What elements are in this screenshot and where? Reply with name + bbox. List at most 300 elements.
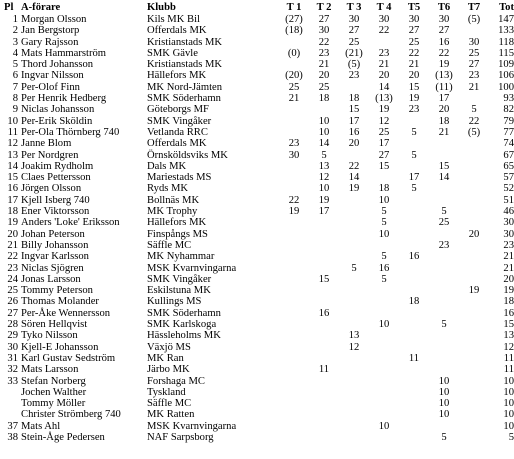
club-name-cell: NAF Sarpsborg <box>147 431 214 443</box>
t4-points-cell <box>369 296 399 307</box>
club-name-cell: MSK Kvarnvingarna <box>147 262 237 274</box>
t1-points-cell: (27) <box>285 14 303 25</box>
driver-name-cell: Gary Rajsson <box>21 36 79 48</box>
position-cell: 6 <box>12 70 18 82</box>
total-points-cell: 67 <box>503 149 514 161</box>
t3-points-cell <box>339 240 369 251</box>
driver-name-cell: Mats Larsson <box>21 364 79 376</box>
t4-points-cell <box>369 37 399 48</box>
club-name-cell: Kils MK Bil <box>147 14 200 25</box>
t7-points-cell <box>459 387 489 398</box>
t3-points-cell: 30 <box>348 14 360 25</box>
t3-points-cell: 20 <box>348 138 360 150</box>
t7-points-cell <box>459 364 489 375</box>
t5-points-cell <box>399 376 429 387</box>
t4-points-cell <box>369 285 399 296</box>
total-points-cell: 20 <box>503 273 514 285</box>
t7-points-cell <box>459 330 489 341</box>
table-row <box>4 387 514 398</box>
position-cell: 32 <box>7 364 18 376</box>
driver-name-cell: Claes Pettersson <box>21 172 91 184</box>
t5-points-cell: 19 <box>408 93 420 105</box>
t7-points-cell: 22 <box>468 115 480 127</box>
table-row <box>4 432 514 443</box>
driver-name-cell: Per Nordgren <box>21 149 79 161</box>
table-row <box>4 274 514 285</box>
table-row <box>4 25 514 36</box>
t5-points-cell: 21 <box>408 59 420 71</box>
t4-points-cell <box>369 342 399 353</box>
t6-points-cell <box>429 263 459 274</box>
club-name-cell: Örnsköldsviks MK <box>147 149 228 161</box>
t1-points-cell <box>279 274 309 285</box>
t1-points-cell <box>279 161 309 172</box>
header-t2: T 2 <box>316 2 332 14</box>
t3-points-cell <box>339 150 369 161</box>
t3-points-cell: 15 <box>348 104 360 116</box>
t6-points-cell <box>429 138 459 149</box>
t3-points-cell: 27 <box>348 25 360 37</box>
total-points-cell: 115 <box>498 47 514 59</box>
t6-points-cell: 21 <box>438 126 450 138</box>
t1-points-cell <box>279 421 309 432</box>
t2-points-cell <box>309 432 339 443</box>
position-cell: 37 <box>7 420 18 432</box>
t7-points-cell <box>459 308 489 319</box>
t3-points-cell <box>339 364 369 375</box>
t6-points-cell: (11) <box>435 81 453 93</box>
t3-points-cell: 25 <box>348 36 360 48</box>
club-name-cell: Offerdals MK <box>147 25 207 37</box>
t7-points-cell <box>459 183 489 194</box>
t5-points-cell: 30 <box>408 14 420 25</box>
t4-points-cell: 15 <box>378 160 390 172</box>
t1-points-cell <box>279 319 309 330</box>
t1-points-cell <box>279 217 309 228</box>
position-cell: 23 <box>7 262 18 274</box>
club-name-cell: Kristianstads MK <box>147 36 223 48</box>
t6-points-cell <box>429 229 459 240</box>
t1-points-cell: 25 <box>288 81 300 93</box>
t2-points-cell: 13 <box>318 160 330 172</box>
t4-points-cell <box>369 432 399 443</box>
club-name-cell: MK Nyhammar <box>147 251 215 263</box>
t3-points-cell: 17 <box>348 115 360 127</box>
t3-points-cell <box>339 432 369 443</box>
t7-points-cell: (5) <box>467 14 481 25</box>
t4-points-cell: 22 <box>378 25 390 37</box>
position-cell: 21 <box>7 239 18 251</box>
driver-name-cell: Kjell-E Johansson <box>21 341 99 353</box>
t2-points-cell: 19 <box>318 194 330 206</box>
t4-points-cell <box>369 398 399 409</box>
total-points-cell: 19 <box>503 285 514 297</box>
t5-points-cell: 16 <box>408 251 420 263</box>
t6-points-cell <box>429 195 459 206</box>
t6-points-cell <box>429 285 459 296</box>
t6-points-cell: 10 <box>438 398 450 410</box>
t4-points-cell: 21 <box>378 59 390 71</box>
t5-points-cell: 20 <box>408 70 420 82</box>
table-row <box>4 330 514 341</box>
t6-points-cell: 27 <box>438 25 450 37</box>
club-name-cell: Kullings MS <box>147 296 202 308</box>
t1-points-cell <box>279 308 309 319</box>
position-cell: 19 <box>7 217 18 229</box>
total-points-cell: 30 <box>503 228 514 240</box>
total-points-cell: 30 <box>503 217 514 229</box>
driver-name-cell: Jörgen Olsson <box>21 183 82 195</box>
t7-points-cell <box>459 296 489 307</box>
total-points-cell: 10 <box>503 398 514 410</box>
t3-points-cell: 16 <box>348 126 360 138</box>
club-name-cell: SMK Söderhamn <box>147 93 221 105</box>
t3-points-cell <box>339 353 369 364</box>
total-points-cell: 109 <box>498 59 514 71</box>
t1-points-cell <box>279 364 309 375</box>
table-row <box>4 285 514 296</box>
position-cell: 28 <box>7 319 18 331</box>
t2-points-cell: 21 <box>318 59 330 71</box>
t6-points-cell <box>429 364 459 375</box>
t3-points-cell: 13 <box>348 330 360 342</box>
t2-points-cell <box>309 353 339 364</box>
club-name-cell: Bollnäs MK <box>147 194 200 206</box>
t3-points-cell <box>339 274 369 285</box>
t4-points-cell: (13) <box>375 93 393 105</box>
t5-points-cell <box>399 263 429 274</box>
t5-points-cell: 22 <box>408 47 420 59</box>
position-cell: 10 <box>7 115 18 127</box>
club-name-cell: MK Nord-Jämten <box>147 81 223 93</box>
table-row <box>4 364 514 375</box>
t2-points-cell <box>309 342 339 353</box>
t5-points-cell: 11 <box>408 352 420 364</box>
t5-points-cell <box>399 398 429 409</box>
header-t5: T5 <box>407 2 421 14</box>
driver-name-cell: Stein-Åge Pedersen <box>21 431 105 443</box>
position-cell: 38 <box>7 431 18 443</box>
total-points-cell: 11 <box>503 352 514 364</box>
t4-points-cell: 14 <box>378 81 390 93</box>
t4-points-cell: 23 <box>378 47 390 59</box>
t1-points-cell: (18) <box>285 25 303 37</box>
table-row <box>4 206 514 217</box>
t6-points-cell: 16 <box>438 36 450 48</box>
driver-name-cell: Tommy Möller <box>21 398 86 410</box>
total-points-cell: 52 <box>503 183 514 195</box>
driver-name-cell: Per Henrik Hedberg <box>21 93 107 105</box>
t6-points-cell: 5 <box>441 206 447 218</box>
table-row <box>4 229 514 240</box>
t3-points-cell <box>339 421 369 432</box>
t4-points-cell: 16 <box>378 262 390 274</box>
t3-points-cell <box>339 387 369 398</box>
t6-points-cell: 17 <box>438 93 450 105</box>
t5-points-cell <box>399 274 429 285</box>
t7-points-cell: 30 <box>468 36 480 48</box>
t2-points-cell <box>309 319 339 330</box>
t2-points-cell: 15 <box>318 273 330 285</box>
t4-points-cell: 10 <box>378 194 390 206</box>
position-cell <box>4 409 21 420</box>
t6-points-cell: 14 <box>438 172 450 184</box>
table-row <box>4 319 514 330</box>
total-points-cell: 10 <box>503 375 514 387</box>
table-row <box>4 104 514 115</box>
total-points-cell: 82 <box>503 104 514 116</box>
t2-points-cell <box>309 376 339 387</box>
t1-points-cell: (20) <box>285 70 303 82</box>
t1-points-cell: 22 <box>288 194 300 206</box>
total-points-cell: 13 <box>503 330 514 342</box>
total-points-cell: 79 <box>503 115 514 127</box>
t5-points-cell <box>399 319 429 330</box>
club-name-cell: Göteborgs MF <box>147 104 209 116</box>
t4-points-cell <box>369 330 399 341</box>
t1-points-cell <box>279 116 309 127</box>
t1-points-cell <box>279 240 309 251</box>
t1-points-cell <box>279 398 309 409</box>
t1-points-cell <box>279 342 309 353</box>
t1-points-cell <box>279 263 309 274</box>
position-cell: 24 <box>7 273 18 285</box>
t4-points-cell: 25 <box>378 126 390 138</box>
t6-points-cell <box>429 330 459 341</box>
table-row <box>4 308 514 319</box>
t2-points-cell: 20 <box>318 70 330 82</box>
t3-points-cell <box>339 308 369 319</box>
t7-points-cell: 5 <box>471 104 477 116</box>
t4-points-cell <box>369 353 399 364</box>
position-cell: 29 <box>7 330 18 342</box>
t7-points-cell <box>459 263 489 274</box>
total-points-cell: 18 <box>503 296 514 308</box>
total-points-cell: 93 <box>503 93 514 105</box>
t7-points-cell <box>459 25 489 36</box>
position-cell: 31 <box>7 352 18 364</box>
t1-points-cell <box>279 387 309 398</box>
t4-points-cell <box>369 172 399 183</box>
t6-points-cell: 15 <box>438 160 450 172</box>
t1-points-cell: 19 <box>288 206 300 218</box>
club-name-cell: Forshaga MC <box>147 375 205 387</box>
t6-points-cell <box>429 308 459 319</box>
total-points-cell: 10 <box>503 386 514 398</box>
t1-points-cell <box>279 59 309 70</box>
club-name-cell: Hällefors MK <box>147 70 207 82</box>
total-points-cell: 74 <box>503 138 514 150</box>
t4-points-cell: 18 <box>378 183 390 195</box>
total-points-cell: 51 <box>503 194 514 206</box>
t4-points-cell <box>369 376 399 387</box>
position-cell: 22 <box>7 251 18 263</box>
t4-points-cell: 5 <box>381 217 387 229</box>
t7-points-cell: (5) <box>467 126 481 138</box>
t1-points-cell: 21 <box>288 93 300 105</box>
driver-name-cell: Mats Hammarström <box>21 47 107 59</box>
position-cell: 7 <box>12 81 18 93</box>
t6-points-cell <box>429 353 459 364</box>
t5-points-cell <box>399 364 429 375</box>
total-points-cell: 10 <box>503 409 514 421</box>
club-name-cell: Kristianstads MK <box>147 59 223 71</box>
position-cell: 16 <box>7 183 18 195</box>
t5-points-cell: 23 <box>408 104 420 116</box>
total-points-cell: 21 <box>503 251 514 263</box>
t1-points-cell <box>279 409 309 420</box>
t2-points-cell <box>309 409 339 420</box>
driver-name-cell: Karl Gustav Sedström <box>21 352 116 364</box>
position-cell: 2 <box>12 25 18 37</box>
t5-points-cell: 18 <box>408 296 420 308</box>
position-cell: 18 <box>7 206 18 218</box>
t2-points-cell: 5 <box>321 149 327 161</box>
total-points-cell: 10 <box>503 420 514 432</box>
t5-points-cell <box>399 432 429 443</box>
t3-points-cell <box>339 206 369 217</box>
t6-points-cell: 10 <box>438 386 450 398</box>
t6-points-cell: (13) <box>435 70 453 82</box>
table-row <box>4 138 514 149</box>
club-name-cell: MK Trophy <box>147 206 198 218</box>
t6-points-cell: 5 <box>441 431 447 443</box>
table-row <box>4 263 514 274</box>
results-body <box>4 14 514 443</box>
driver-name-cell: Kjell Isberg 740 <box>21 194 90 206</box>
t6-points-cell: 5 <box>441 319 447 331</box>
t4-points-cell: 20 <box>378 70 390 82</box>
club-name-cell: Säffle MC <box>147 239 192 251</box>
t3-points-cell: 18 <box>348 93 360 105</box>
t3-points-cell: 23 <box>348 70 360 82</box>
table-row <box>4 161 514 172</box>
club-name-cell: Säffle MC <box>147 398 192 410</box>
t2-points-cell <box>309 217 339 228</box>
t2-points-cell: 14 <box>318 138 330 150</box>
header-total: Tot <box>499 2 514 14</box>
t4-points-cell: 27 <box>378 149 390 161</box>
t2-points-cell: 12 <box>318 172 330 184</box>
t2-points-cell <box>309 263 339 274</box>
t3-points-cell: 14 <box>348 172 360 184</box>
table-row <box>4 116 514 127</box>
t5-points-cell <box>399 308 429 319</box>
position-cell: 4 <box>12 47 18 59</box>
t4-points-cell: 19 <box>378 104 390 116</box>
header-t3: T 3 <box>346 2 362 14</box>
position-cell: 1 <box>12 14 18 25</box>
t2-points-cell: 18 <box>318 93 330 105</box>
t6-points-cell <box>429 251 459 262</box>
position-cell: 14 <box>7 160 18 172</box>
t3-points-cell: 5 <box>351 262 357 274</box>
position-cell: 11 <box>7 126 18 138</box>
t1-points-cell <box>279 104 309 115</box>
t5-points-cell: 27 <box>408 25 420 37</box>
table-row <box>4 93 514 104</box>
header-row <box>4 2 514 14</box>
t1-points-cell <box>279 376 309 387</box>
t5-points-cell: 5 <box>411 126 417 138</box>
total-points-cell: 46 <box>503 206 514 218</box>
t1-points-cell <box>279 285 309 296</box>
t7-points-cell: 21 <box>468 81 480 93</box>
t3-points-cell: 22 <box>348 160 360 172</box>
total-points-cell: 12 <box>503 341 514 353</box>
t3-points-cell: 19 <box>348 183 360 195</box>
t4-points-cell <box>369 240 399 251</box>
table-row <box>4 37 514 48</box>
t7-points-cell <box>459 409 489 420</box>
table-row <box>4 59 514 70</box>
t7-points-cell <box>459 251 489 262</box>
t3-points-cell: (5) <box>347 59 361 71</box>
header-t1: T 1 <box>286 2 302 14</box>
position-cell: 9 <box>12 104 18 116</box>
t7-points-cell <box>459 342 489 353</box>
driver-name-cell: Mats Ahl <box>21 420 61 432</box>
table-row <box>4 195 514 206</box>
t3-points-cell <box>339 229 369 240</box>
position-cell <box>4 398 21 409</box>
total-points-cell: 15 <box>503 319 514 331</box>
t3-points-cell <box>339 376 369 387</box>
table-row <box>4 14 514 25</box>
club-name-cell: Mariestads MS <box>147 172 212 184</box>
t6-points-cell <box>429 421 459 432</box>
total-points-cell: 5 <box>508 431 514 443</box>
t3-points-cell <box>339 195 369 206</box>
t6-points-cell: 18 <box>438 115 450 127</box>
table-row <box>4 421 514 432</box>
t5-points-cell: 17 <box>408 172 420 184</box>
driver-name-cell: Thord Johansson <box>21 59 94 71</box>
club-name-cell: MK Ratten <box>147 409 195 421</box>
driver-name-cell: Jochen Walther <box>21 386 87 398</box>
driver-name-cell: Per-Erik Sköldin <box>21 115 93 127</box>
club-name-cell: Ryds MK <box>147 183 189 195</box>
t2-points-cell <box>309 240 339 251</box>
club-name-cell: Växjö MS <box>147 341 191 353</box>
total-points-cell: 100 <box>498 81 514 93</box>
t2-points-cell: 10 <box>318 126 330 138</box>
table-row <box>4 70 514 81</box>
t6-points-cell: 10 <box>438 375 450 387</box>
table-row <box>4 353 514 364</box>
t2-points-cell <box>309 104 339 115</box>
t7-points-cell: 27 <box>468 59 480 71</box>
t1-points-cell: 23 <box>288 138 300 150</box>
t6-points-cell: 10 <box>438 409 450 421</box>
t2-points-cell: 17 <box>318 206 330 218</box>
driver-name-cell: Sören Hellqvist <box>21 319 88 331</box>
total-points-cell: 57 <box>503 172 514 184</box>
t7-points-cell <box>459 172 489 183</box>
t1-points-cell <box>279 229 309 240</box>
header-position: Pl <box>4 2 14 14</box>
club-name-cell: Vetlanda RRC <box>147 126 208 138</box>
total-points-cell: 147 <box>498 14 514 25</box>
table-row <box>4 217 514 228</box>
club-name-cell: Järbo MK <box>147 364 190 376</box>
t4-points-cell: 10 <box>378 319 390 331</box>
total-points-cell: 21 <box>503 262 514 274</box>
total-points-cell: 133 <box>498 25 514 37</box>
position-cell: 26 <box>7 296 18 308</box>
t5-points-cell <box>399 217 429 228</box>
t4-points-cell: 5 <box>381 206 387 218</box>
